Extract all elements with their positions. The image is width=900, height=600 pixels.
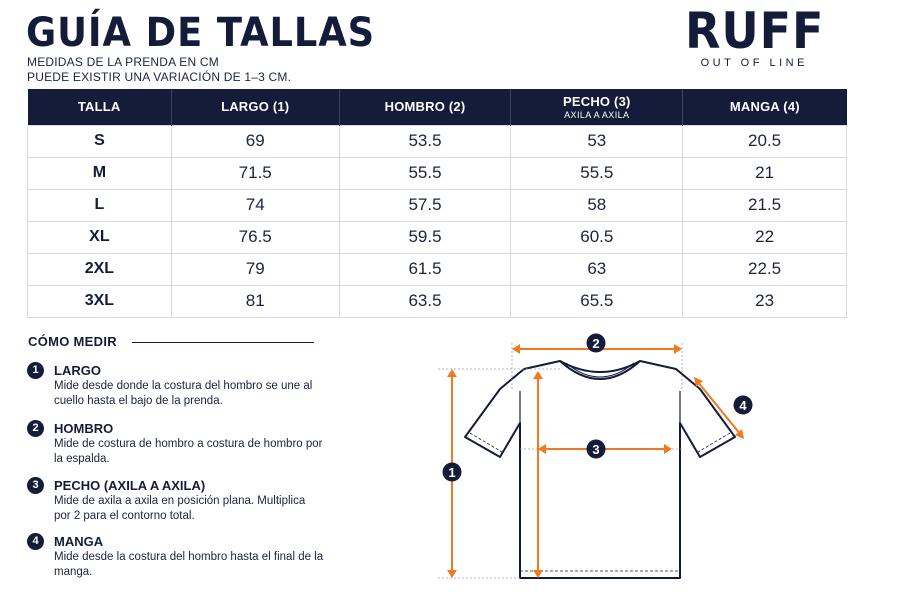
size-cell: XL: [28, 221, 172, 253]
pecho-cell: 63: [511, 253, 683, 285]
manga-cell: 22: [683, 221, 847, 253]
hombro-cell: 63.5: [339, 285, 511, 317]
step-description: Mide desde la costura del hombro hasta el final de la manga.: [54, 551, 324, 578]
largo-cell: 79: [171, 253, 339, 285]
step-description: Mide de costura de hombro a costura de hombro por la espalda.: [54, 438, 323, 465]
hombro-cell: 59.5: [339, 221, 511, 253]
size-cell: 3XL: [28, 285, 172, 317]
badge-2: [587, 334, 606, 353]
largo-cell: 71.5: [171, 157, 339, 189]
header-talla: TALLA: [28, 89, 172, 125]
table-row: [28, 221, 847, 253]
manga-cell: 21: [683, 157, 847, 189]
howto-divider: [132, 342, 314, 343]
largo-cell: 81: [171, 285, 339, 317]
header-pecho: PECHO (3) AXILA A AXILA: [511, 89, 683, 125]
size-cell: M: [28, 157, 172, 189]
pecho-cell: 60.5: [511, 221, 683, 253]
hombro-cell: 61.5: [339, 253, 511, 285]
header-manga: MANGA (4): [683, 89, 847, 125]
tshirt-outline: [465, 361, 735, 578]
pecho-cell: 65.5: [511, 285, 683, 317]
step-number-badge: 3: [27, 477, 44, 494]
brand-tagline: OUT OF LINE: [700, 57, 808, 69]
largo-cell: 76.5: [171, 221, 339, 253]
svg-text:1: 1: [448, 465, 456, 480]
howto-title: CÓMO MEDIR: [28, 334, 117, 349]
pecho-cell: 58: [511, 189, 683, 221]
pecho-cell: 53: [511, 125, 683, 157]
table-row: [28, 125, 847, 157]
step-heading: LARGO: [54, 363, 101, 378]
table-row: [28, 285, 847, 317]
step-heading: HOMBRO: [54, 421, 114, 436]
step-heading: PECHO (AXILA A AXILA): [54, 478, 206, 493]
subtitle-variation: PUEDE EXISTIR UNA VARIACIÓN DE 1–3 CM.: [27, 70, 292, 84]
header-pecho-note: AXILA A AXILA: [564, 109, 630, 120]
svg-text:2: 2: [592, 336, 600, 351]
badge-3: [587, 440, 606, 459]
largo-cell: 69: [171, 125, 339, 157]
step-description: Mide desde donde la costura del hombro se une al cuello hasta el bajo de la prenda.: [54, 380, 313, 407]
step-heading: MANGA: [54, 534, 104, 549]
manga-cell: 21.5: [683, 189, 847, 221]
hombro-cell: 53.5: [339, 125, 511, 157]
badge-4: [734, 396, 753, 415]
size-cell: S: [28, 125, 172, 157]
table-row: [28, 157, 847, 189]
header-largo: LARGO (1): [171, 89, 339, 125]
step-description: Mide de axila a axila en posición plana. Multiplica por 2 para el contorno total.: [54, 495, 306, 522]
manga-cell: 23: [683, 285, 847, 317]
page-title: GUÍA DE TALLAS: [26, 10, 376, 56]
brand-name: RUFF: [684, 2, 824, 60]
subtitle-units: MEDIDAS DE LA PRENDA EN CM: [27, 55, 219, 69]
brand-logo: [679, 2, 830, 69]
manga-cell: 20.5: [683, 125, 847, 157]
hombro-cell: 57.5: [339, 189, 511, 221]
pecho-cell: 55.5: [511, 157, 683, 189]
svg-text:4: 4: [739, 398, 747, 413]
size-cell: 2XL: [28, 253, 172, 285]
size-cell: L: [28, 189, 172, 221]
header-hombro: HOMBRO (2): [339, 89, 511, 125]
manga-cell: 22.5: [683, 253, 847, 285]
badge-1: [443, 463, 462, 482]
hombro-cell: 55.5: [339, 157, 511, 189]
largo-cell: 74: [171, 189, 339, 221]
table-header-row: [28, 89, 847, 125]
step-number-badge: 2: [27, 420, 44, 437]
table-row: [28, 253, 847, 285]
step-number-badge: 4: [27, 533, 44, 550]
tshirt-diagram: [420, 325, 760, 587]
table-row: [28, 189, 847, 221]
svg-text:3: 3: [592, 442, 600, 457]
size-table: [27, 89, 847, 318]
step-number-badge: 1: [27, 362, 44, 379]
